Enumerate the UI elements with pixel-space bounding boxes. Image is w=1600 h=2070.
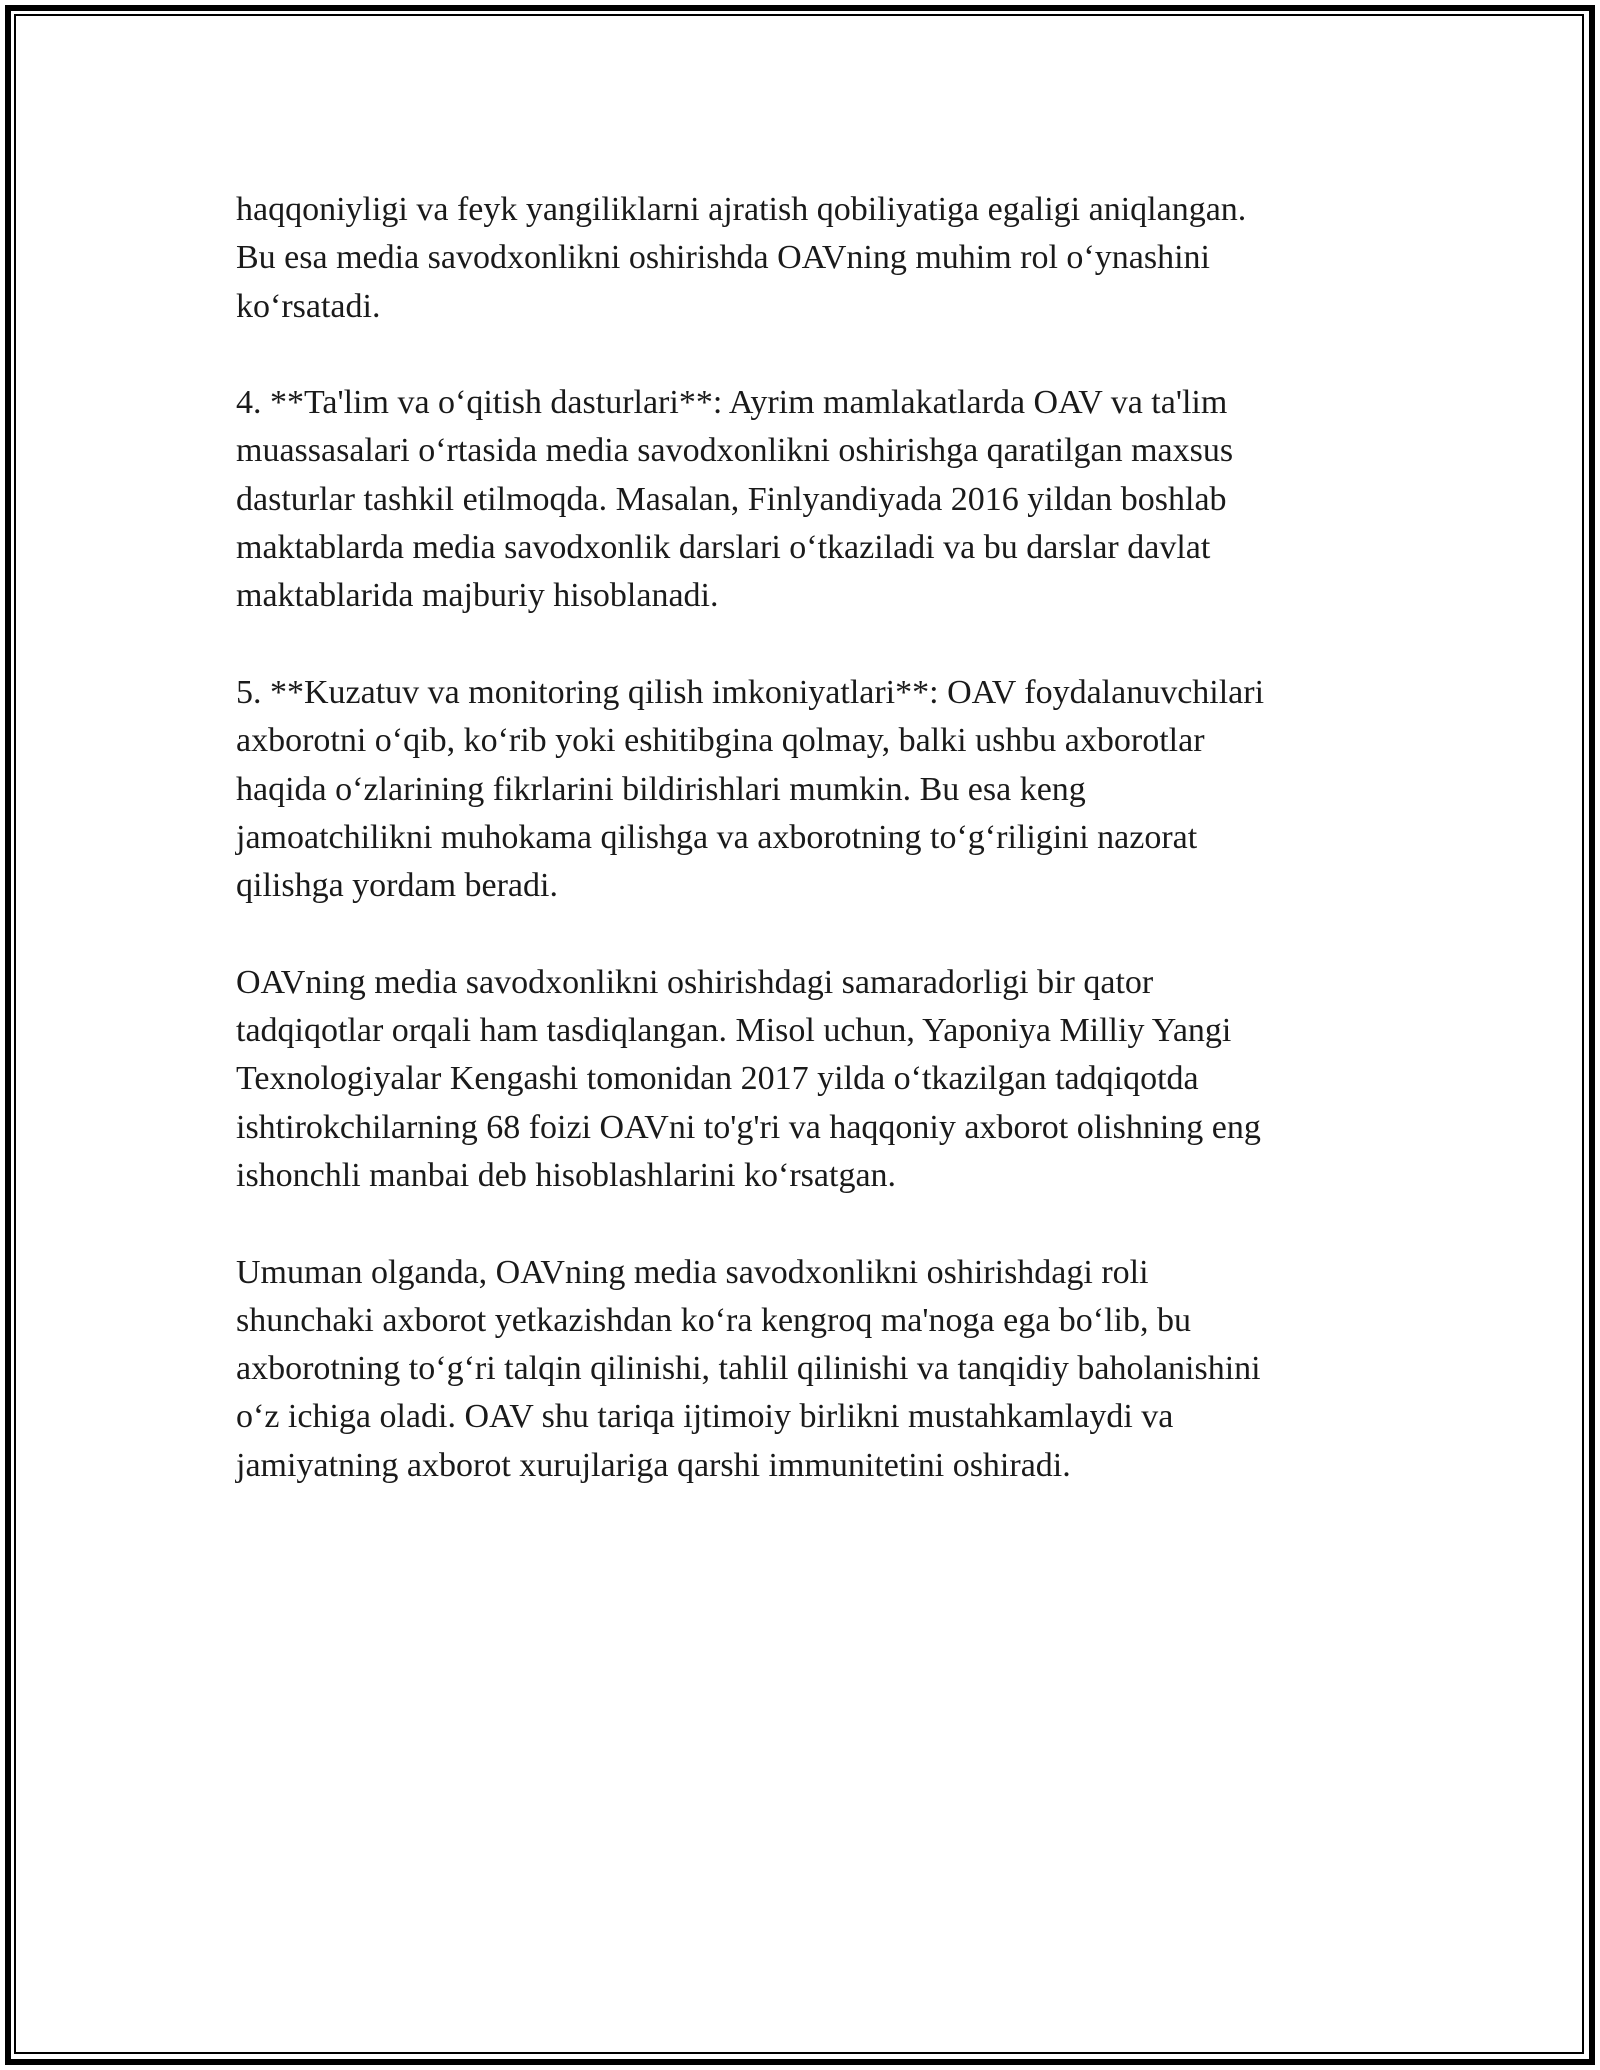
- text-line: axborotning to‘g‘ri talqin qilinishi, tahlil qilinishi va tanqidiy baholanishini: [236, 1350, 1261, 1388]
- text-line: muassasalari o‘rtasida media savodxonlikni oshirishga qaratilgan maxsus: [236, 432, 1234, 470]
- paragraph-item-4: [236, 379, 1364, 620]
- text-line: jamoatchilikni muhokama qilishga va axborotning to‘g‘riligini nazorat: [236, 818, 1198, 856]
- text-line: ishtirokchilarning 68 foizi OAVni to'g'ri va haqqoniy axborot olishning eng: [236, 1108, 1261, 1146]
- text-line: maktablarda media savodxonlik darslari o‘tkaziladi va bu darslar davlat: [236, 529, 1211, 567]
- text-line: maktablarida majburiy hisoblanadi.: [236, 577, 719, 615]
- text-line: tadqiqotlar orqali ham tasdiqlangan. Misol uchun, Yaponiya Milliy Yangi: [236, 1012, 1232, 1050]
- document-body: [236, 186, 1364, 1538]
- text-line: Texnologiyalar Kengashi tomonidan 2017 yilda o‘tkazilgan tadqiqotda: [236, 1060, 1199, 1098]
- text-line: shunchaki axborot yetkazishdan ko‘ra kengroq ma'noga ega bo‘lib, bu: [236, 1301, 1192, 1339]
- text-line: ko‘rsatadi.: [236, 287, 381, 325]
- paragraph-continuation: [236, 186, 1364, 331]
- text-line: Bu esa media savodxonlikni oshirishda OAVning muhim rol o‘ynashini: [236, 239, 1210, 277]
- paragraph-item-5: [236, 669, 1364, 910]
- paragraph-research: [236, 959, 1364, 1200]
- text-line: ishonchli manbai deb hisoblashlarini ko‘rsatgan.: [236, 1156, 897, 1194]
- text-line: dasturlar tashkil etilmoqda. Masalan, Finlyandiyada 2016 yildan boshlab: [236, 480, 1227, 518]
- text-line: 4. **Ta'lim va o‘qitish dasturlari**: Ayrim mamlakatlarda OAV va ta'lim: [236, 384, 1228, 422]
- text-line: qilishga yordam beradi.: [236, 867, 558, 905]
- text-line: haqida o‘zlarining fikrlarini bildirishlari mumkin. Bu esa keng: [236, 770, 1086, 808]
- text-line: o‘z ichiga oladi. OAV shu tariqa ijtimoiy birlikni mustahkamlaydi va: [236, 1398, 1174, 1436]
- text-line: jamiyatning axborot xurujlariga qarshi immunitetini oshiradi.: [236, 1446, 1071, 1484]
- text-line: haqqoniyligi va feyk yangiliklarni ajratish qobiliyatiga egaligi aniqlangan.: [236, 191, 1247, 228]
- text-line: Umuman olganda, OAVning media savodxonlikni oshirishdagi roli: [236, 1253, 1149, 1291]
- text-line: axborotni o‘qib, ko‘rib yoki eshitibgina qolmay, balki ushbu axborotlar: [236, 722, 1205, 760]
- text-line: OAVning media savodxonlikni oshirishdagi samaradorligi bir qator: [236, 963, 1154, 1001]
- text-line: 5. **Kuzatuv va monitoring qilish imkoniyatlari**: OAV foydalanuvchilari: [236, 673, 1265, 711]
- paragraph-conclusion: [236, 1249, 1364, 1490]
